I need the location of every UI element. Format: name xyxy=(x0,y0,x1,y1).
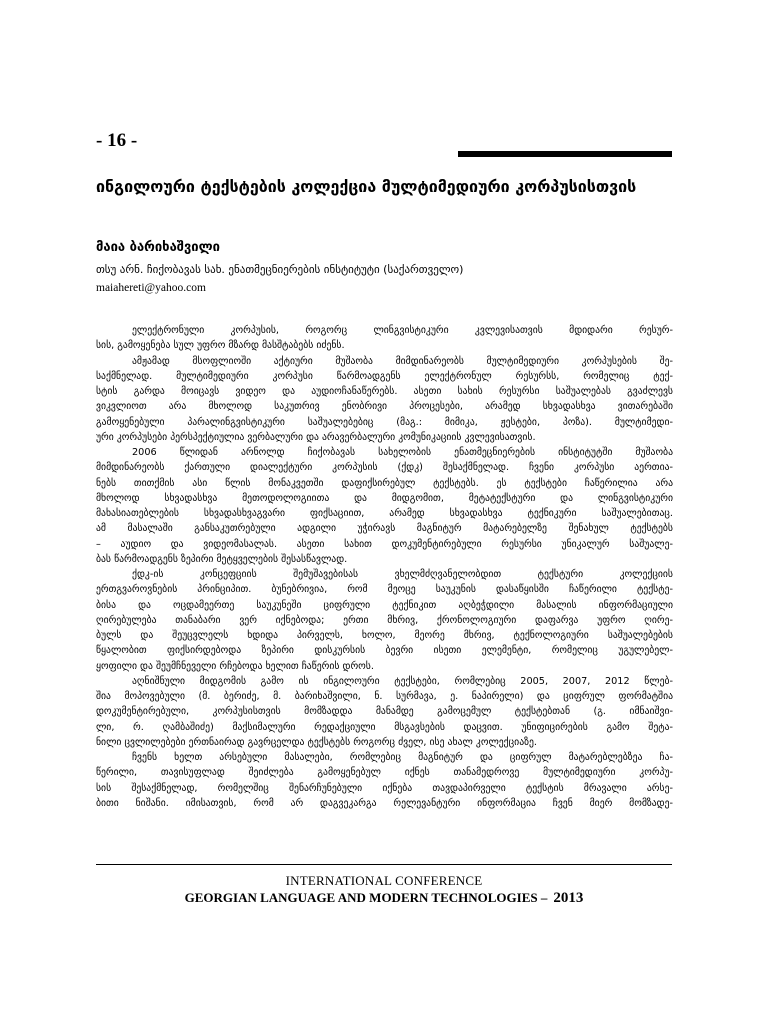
body-line: ბისა და ოცდამეერთე საუკუნეში ციფრული ტექნიკით აღბეჭდილი მასალის ინფორმაციული xyxy=(96,599,673,611)
body-line: ბას წარმოადგენს ზეპირი მეტყველების შესასწავლად. xyxy=(96,553,348,565)
author-name: მაია ბარიხაშვილი xyxy=(96,240,220,255)
body-line: ღირებულება თანაბარი ვერ იქნებოდა; ერთი მხრივ, ქრონოლოგიური დაფარვა უფრო ღირე- xyxy=(96,614,673,626)
header-rule xyxy=(458,151,672,157)
body-line: საქმნელად. მულტიმედიური კორპუსი წარმოადგენს ელექტრონულ რესურსს, რომელიც ტექ- xyxy=(96,370,673,382)
body-line: ელექტრონული კორპუსის, როგორც ლინგვისტიკური კვლევისათვის მდიდარი რესურ- xyxy=(132,325,673,336)
body-line: ლი, რ. ღამბაშიძე) მაქსიმალური რედაქციული მსგავსების დაცვით. უნიფიცირების გამო შეტა- xyxy=(96,721,673,733)
body-line: ვიკვლიოთ არა მხოლოდ საკუთრივ ენობრივი პროცესები, არამედ სხვადასხვა ვითარებაში xyxy=(96,401,673,413)
body-line: სის შესაქმნელად, რომელშიც შენარჩუნებული იქნება თავდაპირველი ტექსტის მრავალი არსე- xyxy=(96,782,673,794)
article-body xyxy=(96,323,673,811)
article-title: ინგილოური ტექსტების კოლექცია მულტიმედიური კორპუსისთვის xyxy=(96,177,637,196)
body-line: აღნიშნული მიდგომის გამო ის ინგილოური ტექსტები, რომლებიც 2005, 2007, 2012 წლებ- xyxy=(132,675,673,687)
body-line: წერილი, თავისუფლად შეიძლება გამოყენებულ იქნეს თანამედროვე მულტიმედიური კორპუ- xyxy=(96,767,673,779)
body-line: წყალობით ფიქსირდებოდა ზეპირი დისკურსის ბევრი ისეთი ელემენტი, რომელიც უგულებელ- xyxy=(96,645,673,657)
body-line: ქდკ-ის კონცეფციის შემუშავებისას ვხელმძღვანელობდით ტექსტური კოლექციის xyxy=(132,569,673,580)
body-line: ნებს თითქმის ასი წლის მონაკვეთში დაფიქსირებულ ტექსტებს. ეს ტექსტები ჩაწერილია არა xyxy=(96,477,673,489)
body-line: ბითი ნიშანი. იმისათვის, რომ არ დაგვეკარგა რელევანტური ინფორმაცია ჩვენ მიერ მომზადე- xyxy=(96,797,673,809)
body-line: ური კორპუსები პერსპექტიულია ვერბალური და არავერბალური კომუნიკაციის კვლევისათვის. xyxy=(96,431,536,443)
body-line: ამ მასალაში განსაკუთრებული ადგილი უჭირავს მაგნიტურ მატარებელზე შენახულ ტექსტებს xyxy=(96,523,673,535)
page-number: - 16 - xyxy=(96,130,138,151)
author-affiliation: თსუ არნ. ჩიქობავას სახ. ენათმეცნიერების ინსტიტუტი (საქართველო) xyxy=(96,263,464,276)
body-line: ყოფილი და შეუმჩნეველი რჩებოდა ხელით ჩაწერის დროს. xyxy=(96,660,374,672)
body-line: სის, გამოყენება სულ უფრო მზარდ მასშტაბებს იძენს. xyxy=(96,340,345,352)
body-line: მიმდინარეობს ქართული დიალექტური კორპუსის (ქდკ) შესაქმნელად. ჩვენი კორპუსი აერთია- xyxy=(96,462,673,474)
body-line: შია მოპოვებული (მ. ბერიძე, მ. ბარიხაშვილი, ნ. სურმავა, ე. ნაპირელი) და ციფრულ ფორმატშია xyxy=(96,691,673,702)
body-line: გამოყენებული პარალინგვისტიკური საშუალებებიც (მაგ.: მიმიკა, ჟესტები, პოზა). მულტიმედი- xyxy=(96,416,673,428)
body-line: დოკუმენტირებული, კორპუსისთვის მომზადდა მანამდე გამოცემულ ტექსტებთან (გ. იმნაიშვი- xyxy=(96,706,673,718)
author-email: maiahereti@yahoo.com xyxy=(96,282,206,294)
body-line: სტის გარდა მოიცავს ვიდეო და აუდიოჩანაწერებს. ასეთი სახის რესურსი საშუალებას გვაძლევს xyxy=(96,386,673,397)
body-line: ბულს და შეუცვლელს ხდიდა პირველს, ხოლო, მეორე მხრივ, ტექნოლოგიური საშუალებების xyxy=(96,630,673,641)
footer-conference-title xyxy=(0,890,768,907)
body-line: – აუდიო და ვიდეომასალას. ასეთი სახით დოკუმენტირებული რესურსი უნიკალურ საშუალე- xyxy=(96,538,673,550)
body-line: მხოლოდ სხვადასხვა მეთოდოლოგიითა და მიდგომით, მეტატექსტური და ლინგვისტიკური xyxy=(96,492,673,504)
footer-year: 2013 xyxy=(553,890,584,906)
body-line: ნილი ცვლილებები ერთნაირად გავრცელდა ტექსტებს როგორც ძველ, ისე ახალ კოლექციაზე. xyxy=(96,736,537,748)
footer-rule xyxy=(96,864,672,865)
footer-title-text: GEORGIAN LANGUAGE AND MODERN TECHNOLOGIES – xyxy=(184,890,548,905)
body-line: მახასიათებლების სხვადასხვაგვარი ფიქსაციით, არამედ სხვადასხვა ტექნიკური საშუალებითაც. xyxy=(96,508,673,519)
body-line: 2006 წლიდან არნოლდ ჩიქობავას სახელობის ენათმეცნიერების ინსტიტუტში მუშაობა xyxy=(132,447,673,458)
body-line: ამჟამად მსოფლიოში აქტიური მუშაობა მიმდინარეობს მულტიმედიური კორპუსების შე- xyxy=(132,355,673,367)
footer-conference: INTERNATIONAL CONFERENCE xyxy=(285,873,483,888)
body-line: ჩვენს ხელთ არსებული მასალები, რომლებიც მაგნიტურ და ციფრულ მატარებლებზეა ჩა- xyxy=(132,752,673,763)
body-line: ერთგვაროვნების პრინციპით. ბუნებრივია, რომ მეოცე საუკუნის დასაწყისში ჩაწერილი ტექსტე- xyxy=(96,584,673,596)
